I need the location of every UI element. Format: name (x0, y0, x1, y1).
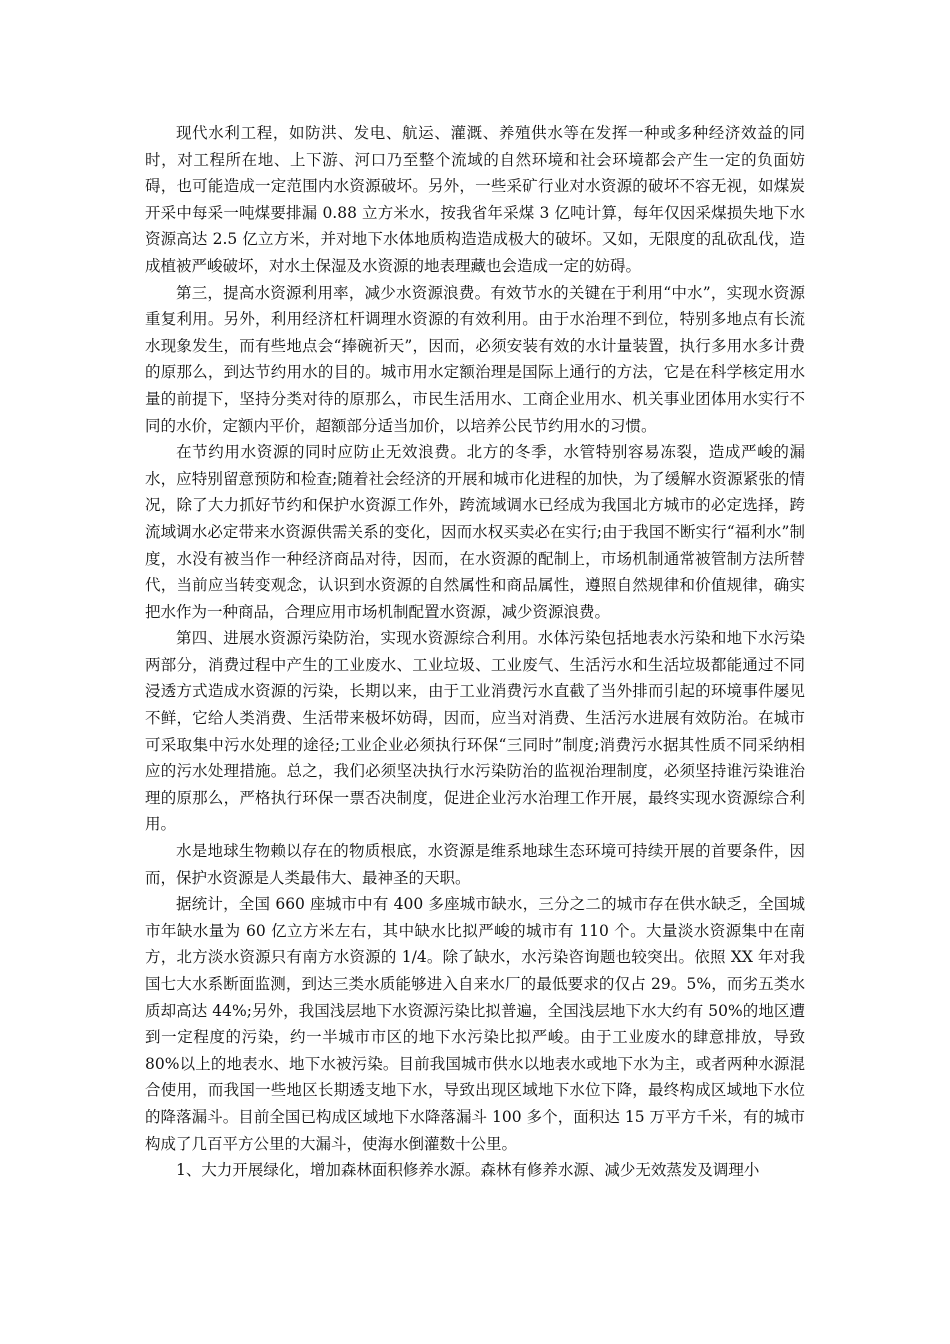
paragraph-fourth-pollution: 第四、进展水资源污染防治，实现水资源综合利用。水体污染包括地表水污染和地下水污染两部分，消费过程中产生的工业废水、工业垃圾、工业废气、生活污水和生活垃圾都能通过不同浸透方式造成水资源的污染，长期以来，由于工业消费污水直截了当外排而引起的环境事件屡见不鲜，它给人类消费、生活带来极坏妨碍，因而，应当对消费、生活污水进展有效防治。在城市可采取集中污水处理的途径;工业企业必须执行环保“三同时”制度;消费污水据其性质不同采纳相应的污水处理措施。总之，我们必须坚决执行水污染防治的监视治理制度，必须坚持谁污染谁治理的原那么，严格执行环保一票否决制度，促进企业污水治理工作开展，最终实现水资源综合利用。 (145, 629, 805, 834)
paragraph-third-efficiency: 第三，提高水资源利用率，减少水资源浪费。有效节水的关键在于利用“中水”，实现水资源重复利用。另外，利用经济杠杆调理水资源的有效利用。由于水治理不到位，特别多地点有长流水现象发生，而有些地点会“捧碗祈天”，因而，必须安装有效的水计量装置，执行多用水多计费的原那么，到达节约用水的目的。城市用水定额治理是国际上通行的方法，它是在科学核定用水量的前提下，坚持分类对待的原那么，市民生活用水、工商企业用水、机关事业团体用水实行不同的水价，定额内平价，超额部分适当加价，以培养公民节约用水的习惯。 (145, 283, 805, 435)
document-body (145, 120, 805, 1184)
paragraph-water-foundation: 水是地球生物赖以存在的物质根底，水资源是维系地球生态环境可持续开展的首要条件，因而，保护水资源是人类最伟大、最神圣的天职。 (145, 842, 805, 887)
paragraph-water-projects: 现代水利工程，如防洪、发电、航运、灌溉、养殖供水等在发挥一种或多种经济效益的同时，对工程所在地、上下游、河口乃至整个流域的自然环境和社会环境都会产生一定的负面妨碍，也可能造成一定范围内水资源破坏。另外，一些采矿行业对水资源的破坏不容无视，如煤炭开采中每采一吨煤要排漏 0.88 立方米水，按我省年采煤 3 亿吨计算，每年仅因采煤损失地下水资源高达 2.5 亿立方米，并对地下水体地质构造造成极大的破坏。又如，无限度的乱砍乱伐，造成植被严峻破坏，对水土保湿及水资源的地表理藏也会造成一定的妨碍。 (145, 124, 805, 275)
paragraph-afforestation: 1、大力开展绿化，增加森林面积修养水源。森林有修养水源、减少无效蒸发及调理小 (176, 1161, 760, 1180)
paragraph-statistics: 据统计，全国 660 座城市中有 400 多座城市缺水，三分之二的城市存在供水缺乏，全国城市年缺水量为 60 亿立方米左右，其中缺水比拟严峻的城市有 110 个。大量淡水资源集中在南方，北方淡水资源只有南方水资源的 1/4。除了缺水，水污染咨询题也较突出。依照 XX 年对我国七大水系断面监测，到达三类水质能够进入自来水厂的最低要求的仅占 29。5%，而劣五类水质却高达 44%;另外，我国浅层地下水资源污染比拟普遍，全国浅层地下水大约有 50%的地区遭到一定程度的污染，约一半城市市区的地下水污染比拟严峻。由于工业废水的肆意排放，导致 80%以上的地表水、地下水被污染。目前我国城市供水以地表水或地下水为主，或者两种水源混合使用，而我国一些地区长期透支地下水，导致出现区域地下水位下降，最终构成区域地下水位的降落漏斗。目前全国已构成区域地下水降落漏斗 100 多个，面积达 15 万平方千米，有的城市构成了几百平方公里的大漏斗，使海水倒灌数十公里。 (145, 895, 805, 1153)
paragraph-prevent-waste: 在节约用水资源的同时应防止无效浪费。北方的冬季，水管特别容易冻裂，造成严峻的漏水，应特别留意预防和检查;随着社会经济的开展和城市化进程的加快，为了缓解水资源紧张的情况，除了大力抓好节约和保护水资源工作外，跨流域调水已经成为我国北方城市的必定选择，跨流域调水必定带来水资源供需关系的变化，因而水权买卖必在实行;由于我国不断实行“福利水”制度，水没有被当作一种经济商品对待，因而，在水资源的配制上，市场机制通常被管制方法所替代，当前应当转变观念，认识到水资源的自然属性和商品属性，遵照自然规律和价值规律，确实把水作为一种商品，合理应用市场机制配置水资源，减少资源浪费。 (145, 443, 805, 621)
